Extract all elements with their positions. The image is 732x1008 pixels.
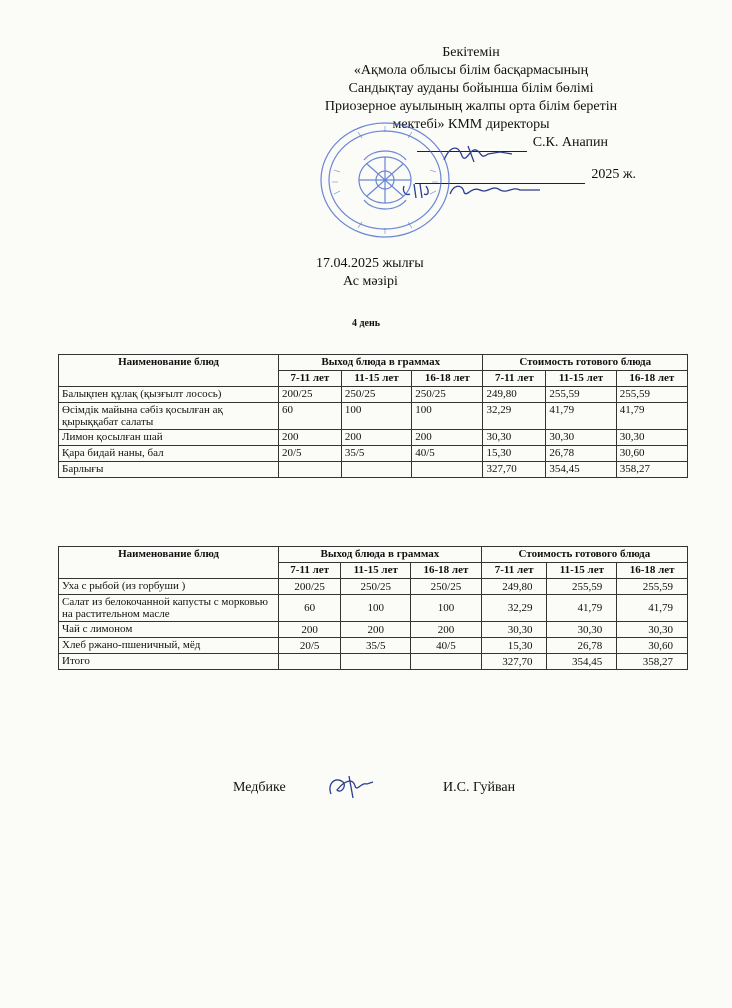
header-cost: Стоимость готового блюда (483, 355, 688, 371)
empty-cell (411, 654, 482, 670)
dish-name: Лимон қосылған шай (59, 430, 279, 446)
approval-line-4: мектебі» КММ директоры (392, 117, 550, 132)
cost-cell: 249,80 (481, 579, 547, 595)
yield-cell: 200 (411, 622, 482, 638)
menu-title: Ас мәзірі (343, 274, 398, 289)
yield-cell: 40/5 (412, 446, 483, 462)
dish-name: Өсімдік майына сәбіз қосылған ақ қырыққабат салаты (59, 403, 279, 430)
cost-cell: 30,30 (617, 622, 688, 638)
cost-cell: 26,78 (546, 446, 616, 462)
yield-cell: 200 (341, 430, 411, 446)
table-row (59, 638, 688, 654)
day-label: 4 день (351, 318, 381, 329)
menu-table-kazakh (58, 354, 688, 478)
director-name: С.К. Анапин (532, 135, 608, 150)
header-age-16-18: 16-18 лет (616, 371, 687, 387)
empty-cell (341, 462, 411, 478)
cost-cell: 32,29 (483, 403, 546, 430)
yield-cell: 200 (412, 430, 483, 446)
cost-cell: 30,30 (547, 622, 617, 638)
yield-cell: 250/25 (341, 579, 411, 595)
nurse-signature-row (0, 778, 732, 808)
cost-cell: 30,30 (616, 430, 687, 446)
yield-cell: 60 (279, 403, 342, 430)
cost-cell: 249,80 (483, 387, 546, 403)
dish-name: Қара бидай наны, бал (59, 446, 279, 462)
approval-line-3: Приозерное ауылының жалпы орта білім беретін (324, 99, 618, 114)
official-seal-icon (318, 120, 452, 240)
table-row (59, 622, 688, 638)
total-cost-cell: 354,45 (547, 654, 617, 670)
cost-cell: 30,60 (616, 446, 687, 462)
header-yield: Выход блюда в граммах (279, 547, 482, 563)
header-cost: Стоимость готового блюда (481, 547, 687, 563)
table-row (59, 403, 688, 430)
header-age-7-11: 7-11 лет (279, 371, 342, 387)
total-row (59, 654, 688, 670)
empty-cell (279, 654, 341, 670)
dish-name: Чай с лимоном (59, 622, 279, 638)
header-age-7-11: 7-11 лет (481, 563, 547, 579)
total-cost-cell: 358,27 (616, 462, 687, 478)
total-label: Итого (59, 654, 279, 670)
dish-name: Хлеб ржано-пшеничный, мёд (59, 638, 279, 654)
total-cost-cell: 354,45 (546, 462, 616, 478)
cost-cell: 41,79 (546, 403, 616, 430)
total-label: Барлығы (59, 462, 279, 478)
yield-cell: 60 (279, 595, 341, 622)
approval-line-1: «Ақмола облысы білім басқармасының (353, 63, 589, 78)
cost-cell: 32,29 (481, 595, 547, 622)
dish-name: Балықпен құлақ (қызғылт лосось) (59, 387, 279, 403)
cost-cell: 255,59 (617, 579, 688, 595)
total-row (59, 462, 688, 478)
nurse-signature (325, 772, 375, 802)
header-age-16-18: 16-18 лет (617, 563, 688, 579)
cost-cell: 30,30 (546, 430, 616, 446)
header-age-11-15: 11-15 лет (341, 563, 411, 579)
table-row (59, 446, 688, 462)
cost-cell: 30,60 (617, 638, 688, 654)
nurse-role: Медбике (233, 780, 286, 795)
empty-cell (279, 462, 342, 478)
cost-cell: 255,59 (616, 387, 687, 403)
header-age-16-18: 16-18 лет (412, 371, 483, 387)
yield-cell: 200 (279, 622, 341, 638)
empty-cell (341, 654, 411, 670)
table-header-row (59, 547, 688, 563)
total-cost-cell: 327,70 (481, 654, 547, 670)
yield-cell: 100 (411, 595, 482, 622)
yield-cell: 200/25 (279, 387, 342, 403)
header-age-16-18: 16-18 лет (411, 563, 482, 579)
dish-name: Салат из белокочанной капусты с морковью на растительном масле (59, 595, 279, 622)
approval-line-2: Сандықтау ауданы бойынша білім бөлімі (348, 81, 594, 96)
table-row (59, 387, 688, 403)
table-header-row (59, 355, 688, 371)
cost-cell: 255,59 (547, 579, 617, 595)
table-row (59, 595, 688, 622)
total-cost-cell: 358,27 (617, 654, 688, 670)
yield-cell: 200 (341, 622, 411, 638)
cost-cell: 15,30 (483, 446, 546, 462)
yield-cell: 100 (341, 403, 411, 430)
yield-cell: 250/25 (341, 387, 411, 403)
yield-cell: 40/5 (411, 638, 482, 654)
header-age-7-11: 7-11 лет (279, 563, 341, 579)
table-row (59, 430, 688, 446)
table-row (59, 579, 688, 595)
yield-cell: 250/25 (411, 579, 482, 595)
yield-cell: 200 (279, 430, 342, 446)
cost-cell: 26,78 (547, 638, 617, 654)
cost-cell: 15,30 (481, 638, 547, 654)
cost-cell: 41,79 (616, 403, 687, 430)
cost-cell: 30,30 (481, 622, 547, 638)
yield-cell: 250/25 (412, 387, 483, 403)
yield-cell: 35/5 (341, 638, 411, 654)
yield-cell: 20/5 (279, 446, 342, 462)
approval-heading: Бекітемін (442, 45, 500, 60)
yield-cell: 200/25 (279, 579, 341, 595)
header-age-11-15: 11-15 лет (341, 371, 411, 387)
header-yield: Выход блюда в граммах (279, 355, 483, 371)
menu-table-russian (58, 546, 688, 670)
header-age-11-15: 11-15 лет (546, 371, 616, 387)
header-dish-name: Наименование блюд (59, 355, 279, 387)
cost-cell: 255,59 (546, 387, 616, 403)
cost-cell: 30,30 (483, 430, 546, 446)
cost-cell: 41,79 (547, 595, 617, 622)
director-signature (440, 140, 520, 168)
empty-cell (412, 462, 483, 478)
dish-name: Уха с рыбой (из горбуши ) (59, 579, 279, 595)
document-date: 17.04.2025 жылғы (316, 256, 424, 271)
approval-year: 2025 ж. (591, 167, 636, 182)
total-cost-cell: 327,70 (483, 462, 546, 478)
yield-cell: 35/5 (341, 446, 411, 462)
yield-cell: 100 (412, 403, 483, 430)
yield-cell: 100 (341, 595, 411, 622)
header-age-11-15: 11-15 лет (547, 563, 617, 579)
header-age-7-11: 7-11 лет (483, 371, 546, 387)
cost-cell: 41,79 (617, 595, 688, 622)
header-dish-name: Наименование блюд (59, 547, 279, 579)
nurse-name: И.С. Гуйван (443, 780, 516, 795)
yield-cell: 20/5 (279, 638, 341, 654)
